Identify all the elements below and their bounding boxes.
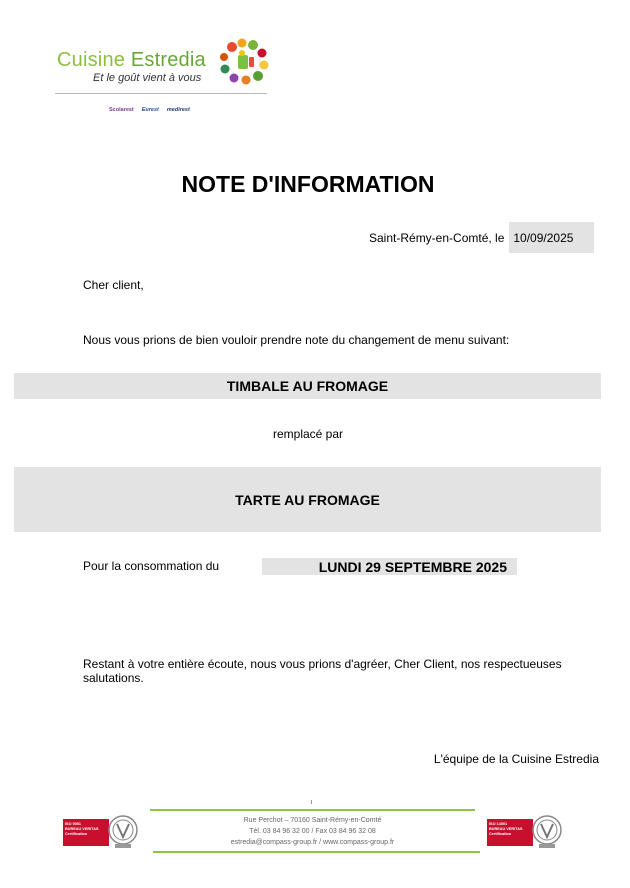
logo-divider — [55, 93, 267, 94]
cert-label-left: Certification — [65, 832, 88, 836]
footer-phone-fax: Tél. 03 84 96 32 00 / Fax 03 84 96 32 08 — [249, 828, 376, 835]
footer-contact — [150, 800, 480, 854]
cert-badge-left — [63, 819, 109, 846]
footer-email-web: estredia@compass-group.fr / www.compass-group.fr — [230, 839, 395, 846]
certification-left — [61, 812, 140, 849]
cert-standard-right: ISO 14001 — [489, 822, 508, 826]
partner-eurest: Eurest — [141, 107, 159, 113]
old-menu-item-label: TIMBALE AU FROMAGE — [226, 378, 389, 394]
footer-text — [150, 815, 475, 848]
new-menu-item-label: TARTE AU FROMAGE — [235, 491, 380, 508]
footer-tick — [311, 800, 312, 804]
consumption-day — [262, 558, 517, 575]
vegetable-wreath-icon — [218, 37, 270, 85]
greeting: Cher client, — [83, 278, 144, 292]
company-logo — [55, 36, 270, 126]
partner-scolarest: Scolarest — [109, 107, 134, 113]
place-prefix: Saint-Rémy-en-Comté, le — [369, 230, 505, 245]
document-title: NOTE D'INFORMATION — [181, 171, 435, 197]
consumption-day-text: LUNDI 29 SEPTEMBRE 2025 — [318, 558, 507, 575]
logo-name-part1: Cuisine — [57, 49, 126, 71]
certification-right — [485, 812, 564, 849]
footer-rule-bottom — [153, 851, 480, 853]
cert-body-right: BUREAU VERITAS — [489, 827, 523, 831]
old-menu-item — [14, 373, 601, 399]
new-menu-item — [14, 467, 601, 532]
footer-rule-top — [150, 809, 475, 811]
closing-paragraph: Restant à votre entière écoute, nous vous prions d'agréer, Cher Client, nos respectueuses salutations. — [83, 657, 562, 685]
cert-body-left: BUREAU VERITAS — [65, 827, 99, 831]
cert-standard-left: ISO 9001 — [65, 822, 82, 826]
signature: L'équipe de la Cuisine Estredia — [433, 752, 599, 766]
replaced-by-text: remplacé par — [272, 427, 344, 441]
logo-wordmark — [57, 49, 206, 72]
bureau-veritas-seal-icon — [531, 813, 563, 849]
bureau-veritas-seal-icon — [107, 813, 139, 849]
footer-address: Rue Perchot – 70160 Saint-Rémy-en-Comté — [243, 817, 382, 824]
cert-label-right: Certification — [489, 832, 512, 836]
intro-paragraph: Nous vous prions de bien vouloir prendre note du changement de menu suivant: — [83, 333, 510, 347]
document-date: 10/09/2025 — [509, 222, 594, 253]
date-line — [369, 222, 594, 253]
logo-tagline: Et le goût vient à vous — [93, 72, 202, 84]
partner-brands — [109, 102, 190, 118]
consumption-label: Pour la consommation du — [83, 559, 220, 573]
cert-badge-right — [487, 819, 533, 846]
logo-name-part2: Estredia — [130, 49, 206, 71]
partner-medirest: medirest — [166, 107, 190, 113]
